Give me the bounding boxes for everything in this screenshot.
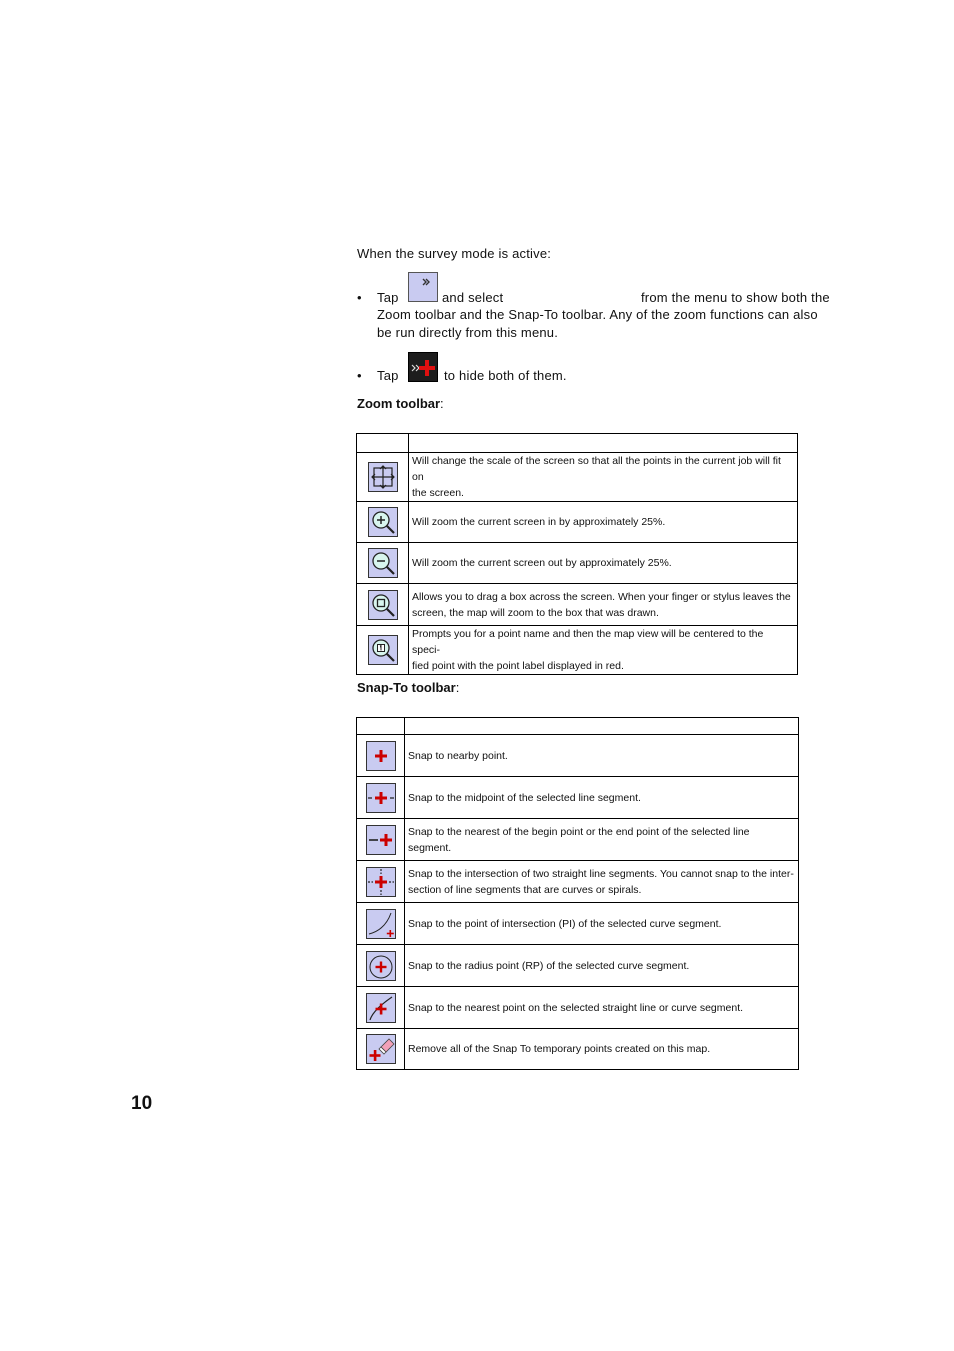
table-row — [357, 1029, 799, 1070]
hide-toolbars-text: to hide both of them. — [444, 368, 567, 383]
bullet-symbol: • — [357, 290, 362, 305]
table-row: Prompts you for a point name and then the map view will be centered to the speci- fied point with the point label displayed in red. — [357, 626, 798, 675]
tap-label: Tap — [377, 368, 399, 383]
and-select-label: and select — [442, 290, 504, 305]
table-row — [357, 502, 798, 543]
double-chevron-icon[interactable] — [408, 272, 438, 302]
row-description: Snap to the intersection of two straight line segments. You cannot snap to the inter- — [408, 867, 794, 880]
zoom-toolbar-heading: Zoom toolbar: — [357, 396, 444, 411]
bullet-symbol: • — [357, 368, 362, 383]
table-row — [357, 819, 799, 861]
table-header-row — [357, 718, 799, 735]
table-row — [357, 903, 799, 945]
row-description: Will zoom the current screen in by approximately 25%. — [412, 516, 666, 528]
snap-radius-point-icon — [366, 951, 396, 981]
table-header-row — [357, 434, 798, 453]
snap-nearest-on-line-icon — [366, 993, 396, 1023]
remove-snap-points-icon — [366, 1034, 396, 1064]
page-number: 10 — [131, 1093, 153, 1114]
table-row — [357, 543, 798, 584]
table-row — [357, 735, 799, 777]
table-row: Will change the scale of the screen so that all the points in the current job will fit on the screen. — [357, 453, 798, 502]
row-description: Snap to nearby point. — [408, 749, 508, 762]
row-description: Snap to the point of intersection (PI) of the selected curve segment. — [408, 917, 722, 930]
show-toolbars-line3: be run directly from this menu. — [377, 324, 559, 340]
row-description: Remove all of the Snap To temporary points created on this map. — [408, 1043, 711, 1055]
chevron-red-cross-icon[interactable] — [408, 352, 438, 382]
row-description: Snap to the midpoint of the selected line segment. — [408, 791, 641, 804]
row-description: Snap to the nearest point on the selected straight line or curve segment. — [408, 1001, 744, 1014]
row-description: Snap to the radius point (RP) of the selected curve segment. — [408, 959, 690, 972]
show-toolbars-line2: Zoom toolbar and the Snap-To toolbar. Any of the zoom functions can also — [377, 307, 818, 322]
table-row: Allows you to drag a box across the screen. When your finger or stylus leaves the screen, the map will zoom to the box that was drawn. — [357, 584, 798, 626]
snap-to-toolbar-heading: Snap-To toolbar: — [357, 680, 460, 695]
zoom-out-icon — [368, 548, 398, 578]
snap-endpoint-icon — [366, 825, 396, 855]
show-toolbars-text: from the menu to show both the — [641, 290, 830, 305]
zoom-in-icon — [368, 507, 398, 537]
row-description: Will zoom the current screen out by approximately 25%. — [412, 557, 672, 569]
table-row: Snap to the intersection of two straight line segments. You cannot snap to the inter- section of line segments that are curves or spirals. — [357, 861, 799, 903]
zoom-extents-icon — [368, 462, 398, 492]
table-row — [357, 945, 799, 987]
snap-intersection-icon — [366, 867, 396, 897]
row-description: Will change the scale of the screen so that all the points in the current job will fit on — [412, 455, 781, 483]
row-description: Allows you to drag a box across the screen. When your finger or stylus leaves the — [412, 590, 791, 603]
zoom-to-point-icon — [368, 635, 398, 665]
zoom-box-icon — [368, 590, 398, 620]
snap-curve-pi-icon — [366, 909, 396, 939]
table-row — [357, 987, 799, 1029]
intro-text: When the survey mode is active: — [357, 246, 552, 261]
row-description: Snap to the nearest of the begin point or the end point of the selected line segment. — [408, 825, 750, 854]
snap-midpoint-icon — [366, 783, 396, 813]
table-row — [357, 777, 799, 819]
zoom-toolbar-table — [356, 433, 798, 675]
tap-label: Tap — [377, 290, 399, 305]
snap-to-toolbar-table — [356, 717, 799, 1070]
snap-nearby-point-icon — [366, 741, 396, 771]
row-description: Prompts you for a point name and then the map view will be centered to the speci- — [412, 628, 764, 656]
